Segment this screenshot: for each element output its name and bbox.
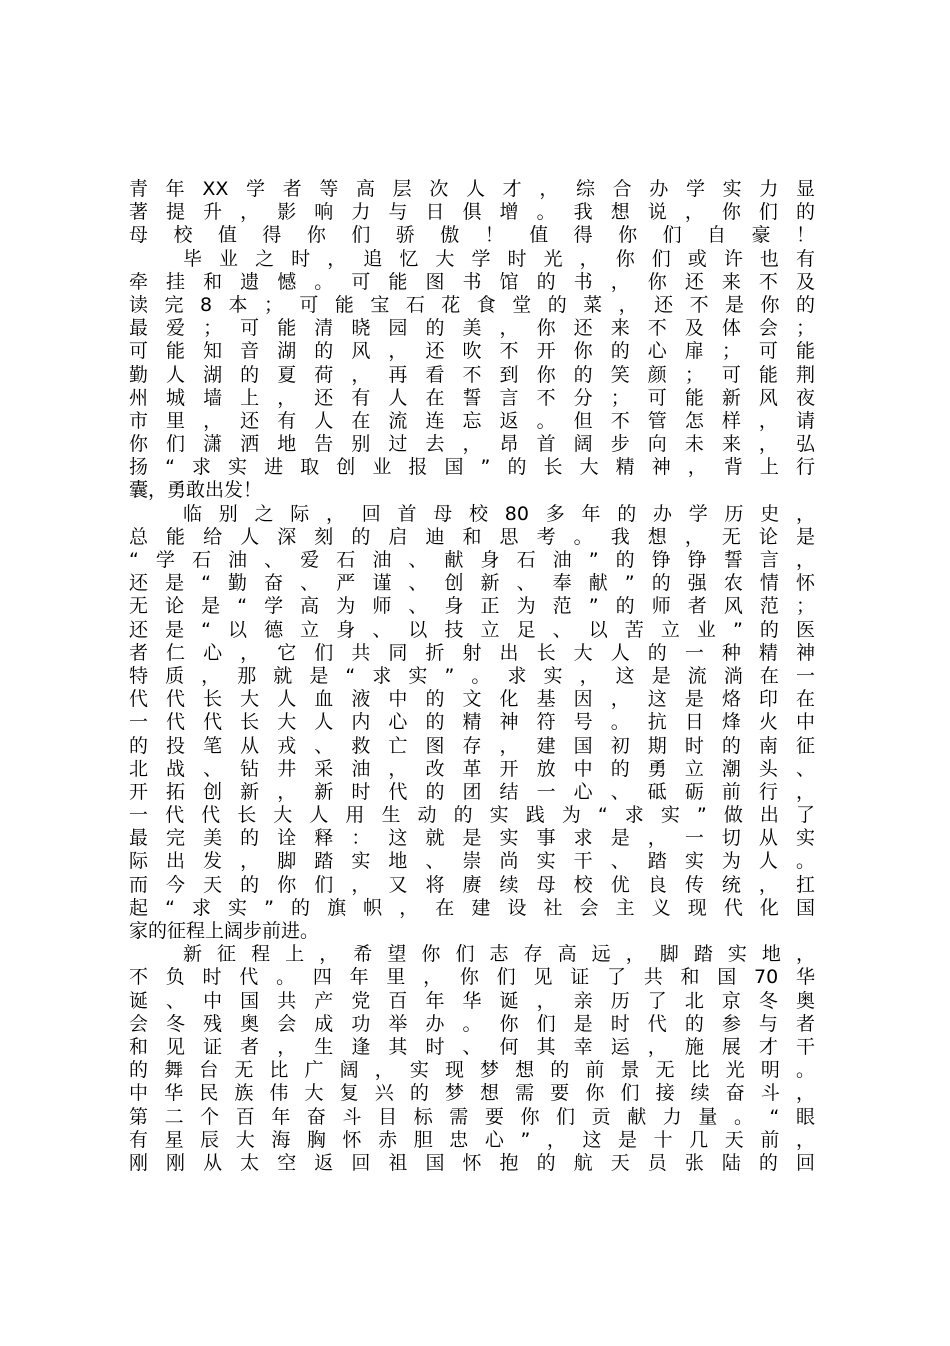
text-line: 不负时代。四年里，你们见证了共和国70华	[129, 966, 815, 989]
text-line: “学石油、爱石油、献身石油”的铮铮誓言，	[129, 549, 815, 571]
text-line: 际出发，脚踏实地、崇尚实干、踏实为人。	[129, 850, 815, 873]
paragraph-first-line: 新征程上，希望你们志存高远，脚踏实地，	[183, 943, 815, 966]
text-line: 和见证者，生逢其时、何其幸运，施展才干	[129, 1035, 815, 1058]
text-line: 中华民族伟大复兴的梦想需要你们接续奋斗，	[129, 1082, 815, 1105]
text-line: 北战、钻井采油，改革开放中的勇立潮头、	[129, 757, 815, 780]
text-line: 总能给人深刻的启迪和思考。我想，无论是	[129, 525, 815, 548]
text-line: 一代代长大人用生动的实践为“求实”做出了	[129, 804, 815, 827]
text-line: 你们潇洒地告别过去，昂首阔步向未来，弘	[129, 433, 815, 456]
text-line: 扬“求实进取创业报国”的长大精神，背上行	[129, 456, 815, 479]
text-line: 囊，勇敢出发！	[129, 479, 263, 502]
text-line: 读完8本；可能宝石花食堂的菜，还不是你的	[129, 293, 815, 316]
text-line: 还是“勤奋、严谨、创新、奉献”的强农情怀	[129, 572, 815, 595]
text-line: 州城墙上，还有人在誓言不分；可能新风夜	[129, 386, 815, 409]
text-line: 无论是“学高为师、身正为范”的师者风范；	[129, 595, 815, 618]
text-line: 特质，那就是“求实”。求实，这是流淌在一	[129, 664, 815, 687]
text-line: 可能知音湖的风，还吹不开你的心扉；可能	[129, 340, 815, 363]
text-line: 的投笔从戎、救亡图存，建国初期时的南征	[129, 734, 815, 757]
text-line: 勤人湖的夏荷，再看不到你的笑颜；可能荆	[129, 363, 815, 386]
text-line: 诞、中国共产党百年华诞，亲历了北京冬奥	[129, 989, 815, 1012]
text-line: 青年XX学者等高层次人才，综合办学实力显	[129, 178, 815, 200]
text-line: 一代代长大人内心的精神符号。抗日烽火中	[129, 711, 815, 734]
text-line: 还是“以德立身、以技立足、以苦立业”的医	[129, 618, 815, 641]
text-line: 代代长大人血液中的文化基因，这是烙印在	[129, 688, 815, 711]
text-line: 刚刚从太空返回祖国怀抱的航天员张陆的回	[129, 1151, 815, 1174]
text-line: 第二个百年奋斗目标需要你们贡献力量。“眼	[129, 1105, 815, 1128]
text-line: 会冬残奥会成功举办。你们是时代的参与者	[129, 1012, 815, 1035]
text-line: 起“求实”的旗帜，在建设社会主义现代化国	[129, 896, 815, 919]
paragraph-first-line: 毕业之时，追忆大学时光，你们或许也有	[183, 247, 815, 270]
body-text	[129, 178, 815, 1175]
text-line: 牵挂和遗憾。可能图书馆的书，你还来不及	[129, 270, 815, 293]
paragraph-first-line: 临别之际，回首母校80多年的办学历史，	[183, 502, 815, 525]
text-line: 母校值得你们骄傲！值得你们自豪！	[129, 224, 815, 247]
text-line: 家的征程上阔步前进。	[129, 920, 320, 942]
text-line: 有星辰大海胸怀赤胆忠心”，这是十几天前，	[129, 1128, 815, 1151]
text-line: 最爱；可能清晓园的美，你还来不及体会；	[129, 317, 815, 340]
text-line: 著提升，影响力与日俱增。我想说，你们的	[129, 201, 815, 224]
text-line: 的舞台无比广阔，实现梦想的前景无比光明。	[129, 1059, 815, 1082]
text-line: 市里，还有人在流连忘返。但不管怎样，请	[129, 409, 815, 432]
text-line: 最完美的诠释：这就是实事求是，一切从实	[129, 827, 815, 850]
text-line: 开拓创新，新时代的团结一心、砥砺前行，	[129, 780, 815, 803]
text-line: 而今天的你们，又将赓续母校优良传统，扛	[129, 873, 815, 896]
text-line: 者仁心，它们共同折射出长大人的一种精神	[129, 641, 815, 664]
